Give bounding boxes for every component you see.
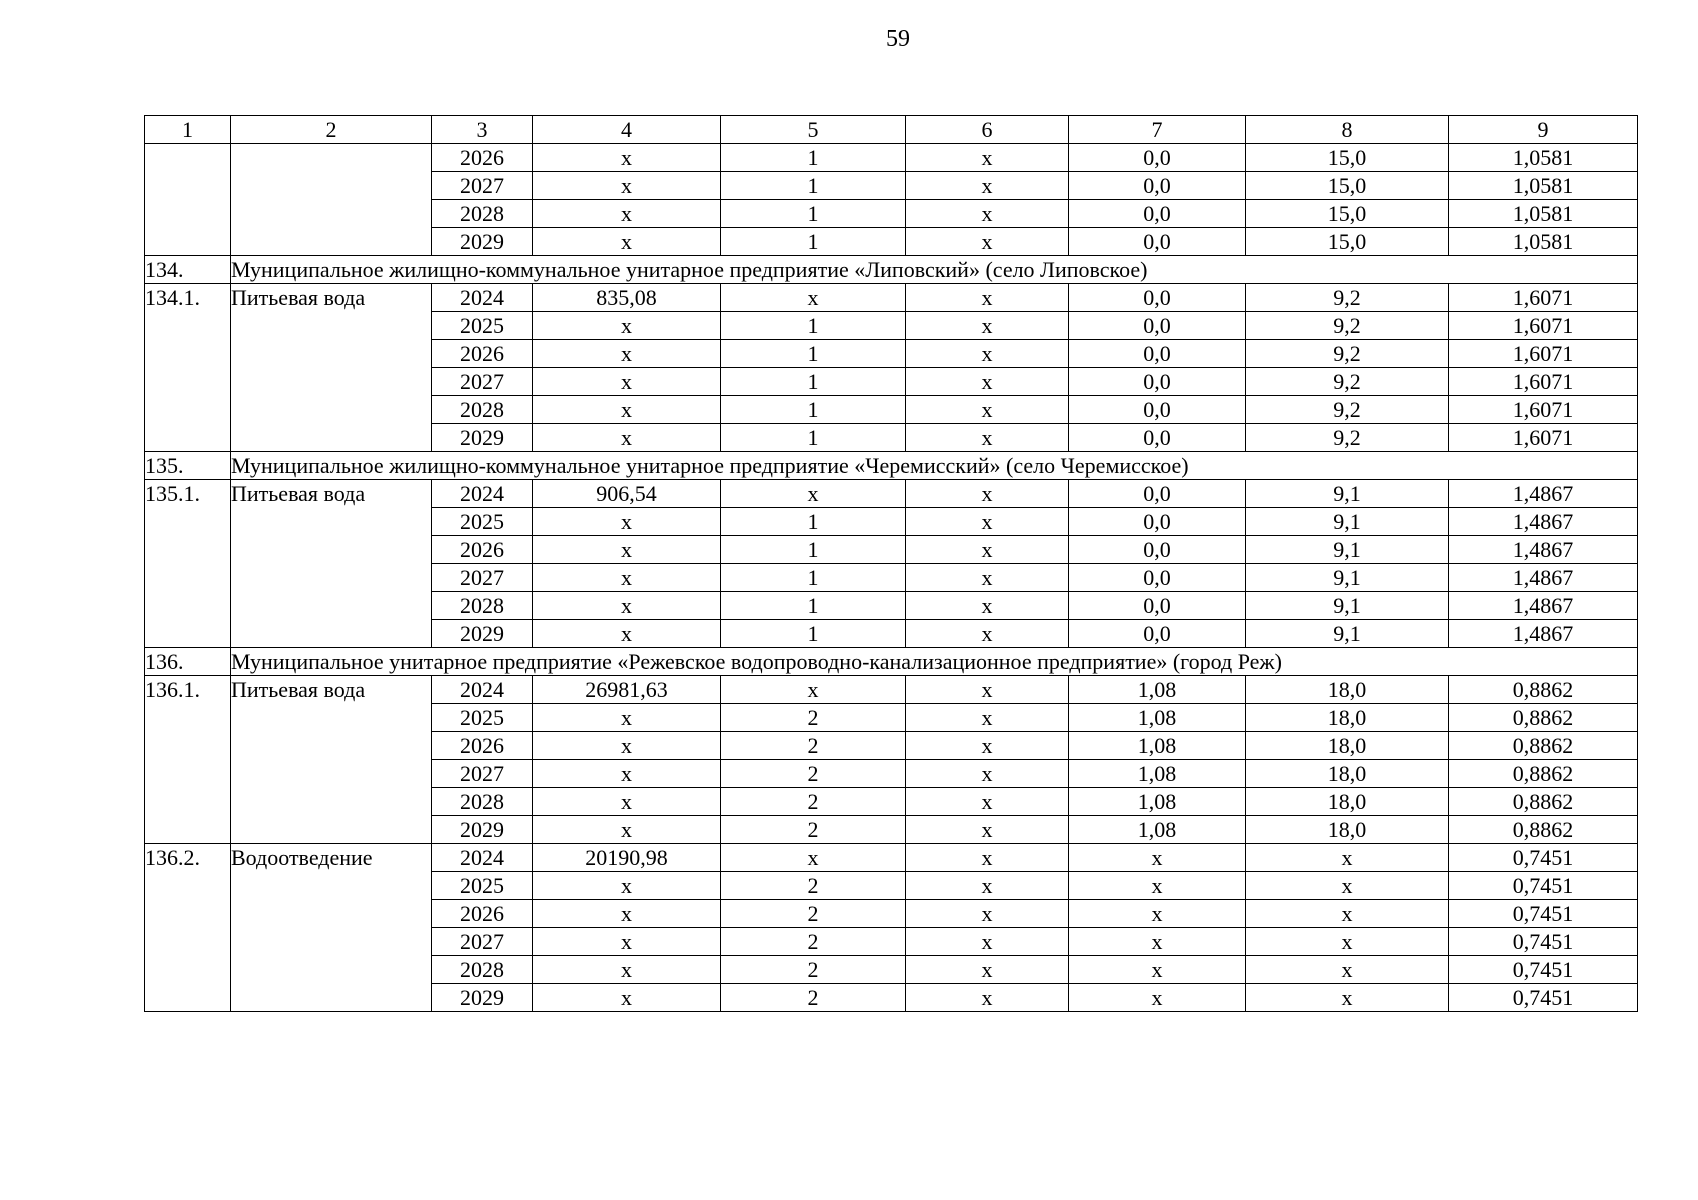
item-number: 136.2. bbox=[145, 844, 231, 1012]
value-cell: 0,7451 bbox=[1449, 928, 1638, 956]
value-cell: x bbox=[1246, 956, 1449, 984]
value-cell: x bbox=[906, 508, 1069, 536]
value-cell: x bbox=[1069, 900, 1246, 928]
value-cell: 1,4867 bbox=[1449, 564, 1638, 592]
value-cell: x bbox=[533, 564, 721, 592]
value-cell: 0,0 bbox=[1069, 284, 1246, 312]
table-row bbox=[145, 676, 1638, 704]
value-cell: 1,4867 bbox=[1449, 536, 1638, 564]
value-cell: 0,8862 bbox=[1449, 760, 1638, 788]
value-cell: 0,0 bbox=[1069, 396, 1246, 424]
value-cell: x bbox=[721, 284, 906, 312]
year-cell: 2028 bbox=[432, 592, 533, 620]
value-cell: 2 bbox=[721, 760, 906, 788]
value-cell: x bbox=[533, 200, 721, 228]
year-cell: 2026 bbox=[432, 900, 533, 928]
value-cell: 0,0 bbox=[1069, 536, 1246, 564]
value-cell: 1,6071 bbox=[1449, 284, 1638, 312]
value-cell: 0,0 bbox=[1069, 368, 1246, 396]
value-cell: x bbox=[533, 788, 721, 816]
value-cell: 20190,98 bbox=[533, 844, 721, 872]
value-cell: 1,08 bbox=[1069, 816, 1246, 844]
value-cell: 1,6071 bbox=[1449, 340, 1638, 368]
value-cell: 1,6071 bbox=[1449, 396, 1638, 424]
value-cell: x bbox=[906, 592, 1069, 620]
value-cell: 18,0 bbox=[1246, 760, 1449, 788]
value-cell: 1 bbox=[721, 172, 906, 200]
year-cell: 2026 bbox=[432, 732, 533, 760]
value-cell: x bbox=[906, 284, 1069, 312]
value-cell: x bbox=[533, 956, 721, 984]
value-cell: 0,0 bbox=[1069, 564, 1246, 592]
value-cell: x bbox=[533, 144, 721, 172]
value-cell: 1 bbox=[721, 536, 906, 564]
year-cell: 2027 bbox=[432, 368, 533, 396]
value-cell: 1,6071 bbox=[1449, 424, 1638, 452]
header-row bbox=[145, 116, 1638, 144]
header-cell: 2 bbox=[231, 116, 432, 144]
value-cell: x bbox=[906, 732, 1069, 760]
value-cell: 1 bbox=[721, 144, 906, 172]
number-cell bbox=[145, 144, 231, 256]
value-cell: x bbox=[906, 480, 1069, 508]
value-cell: 0,0 bbox=[1069, 228, 1246, 256]
value-cell: 9,2 bbox=[1246, 284, 1449, 312]
value-cell: 0,7451 bbox=[1449, 844, 1638, 872]
year-cell: 2029 bbox=[432, 228, 533, 256]
value-cell: 1,4867 bbox=[1449, 480, 1638, 508]
value-cell: 0,8862 bbox=[1449, 732, 1638, 760]
value-cell: x bbox=[533, 172, 721, 200]
value-cell: 18,0 bbox=[1246, 676, 1449, 704]
service-name: Питьевая вода bbox=[231, 676, 432, 844]
value-cell: 2 bbox=[721, 816, 906, 844]
value-cell: 1,08 bbox=[1069, 676, 1246, 704]
value-cell: 18,0 bbox=[1246, 816, 1449, 844]
value-cell: 0,0 bbox=[1069, 424, 1246, 452]
year-cell: 2027 bbox=[432, 564, 533, 592]
value-cell: x bbox=[533, 620, 721, 648]
value-cell: x bbox=[1069, 872, 1246, 900]
value-cell: x bbox=[906, 312, 1069, 340]
value-cell: 9,1 bbox=[1246, 536, 1449, 564]
value-cell: x bbox=[906, 536, 1069, 564]
table-body bbox=[145, 116, 1638, 1012]
value-cell: 0,8862 bbox=[1449, 676, 1638, 704]
value-cell: 1 bbox=[721, 368, 906, 396]
value-cell: x bbox=[1246, 900, 1449, 928]
value-cell: 1 bbox=[721, 564, 906, 592]
value-cell: x bbox=[906, 172, 1069, 200]
value-cell: 9,1 bbox=[1246, 508, 1449, 536]
value-cell: 0,8862 bbox=[1449, 788, 1638, 816]
value-cell: 9,1 bbox=[1246, 564, 1449, 592]
value-cell: x bbox=[906, 900, 1069, 928]
value-cell: 15,0 bbox=[1246, 144, 1449, 172]
value-cell: 1,4867 bbox=[1449, 508, 1638, 536]
value-cell: 1 bbox=[721, 312, 906, 340]
value-cell: 9,2 bbox=[1246, 312, 1449, 340]
year-cell: 2028 bbox=[432, 396, 533, 424]
tariff-table bbox=[144, 115, 1638, 1012]
header-cell: 3 bbox=[432, 116, 533, 144]
value-cell: x bbox=[533, 508, 721, 536]
value-cell: 18,0 bbox=[1246, 704, 1449, 732]
header-cell: 1 bbox=[145, 116, 231, 144]
value-cell: 18,0 bbox=[1246, 788, 1449, 816]
year-cell: 2026 bbox=[432, 144, 533, 172]
header-cell: 4 bbox=[533, 116, 721, 144]
section-number: 136. bbox=[145, 648, 231, 676]
value-cell: x bbox=[533, 424, 721, 452]
value-cell: x bbox=[1246, 928, 1449, 956]
value-cell: 0,7451 bbox=[1449, 900, 1638, 928]
value-cell: 1,0581 bbox=[1449, 200, 1638, 228]
section-header-row bbox=[145, 256, 1638, 284]
service-name: Питьевая вода bbox=[231, 284, 432, 452]
header-cell: 9 bbox=[1449, 116, 1638, 144]
value-cell: x bbox=[1069, 956, 1246, 984]
item-number: 135.1. bbox=[145, 480, 231, 648]
value-cell: x bbox=[533, 732, 721, 760]
year-cell: 2028 bbox=[432, 956, 533, 984]
service-name: Водоотведение bbox=[231, 844, 432, 1012]
year-cell: 2025 bbox=[432, 508, 533, 536]
value-cell: x bbox=[906, 928, 1069, 956]
value-cell: x bbox=[906, 760, 1069, 788]
section-title: Муниципальное унитарное предприятие «Режевское водопроводно-канализационное предприятие» (город Реж) bbox=[231, 648, 1638, 676]
year-cell: 2029 bbox=[432, 816, 533, 844]
value-cell: 1 bbox=[721, 396, 906, 424]
value-cell: x bbox=[533, 928, 721, 956]
page-number: 59 bbox=[886, 26, 910, 52]
value-cell: 9,2 bbox=[1246, 340, 1449, 368]
service-cell bbox=[231, 144, 432, 256]
year-cell: 2027 bbox=[432, 928, 533, 956]
value-cell: 18,0 bbox=[1246, 732, 1449, 760]
year-cell: 2024 bbox=[432, 480, 533, 508]
value-cell: x bbox=[906, 424, 1069, 452]
section-number: 134. bbox=[145, 256, 231, 284]
value-cell: x bbox=[533, 592, 721, 620]
value-cell: x bbox=[533, 984, 721, 1012]
value-cell: 1,08 bbox=[1069, 788, 1246, 816]
value-cell: x bbox=[1069, 928, 1246, 956]
item-number: 136.1. bbox=[145, 676, 231, 844]
value-cell: 0,7451 bbox=[1449, 956, 1638, 984]
item-number: 134.1. bbox=[145, 284, 231, 452]
value-cell: 1,6071 bbox=[1449, 368, 1638, 396]
value-cell: x bbox=[533, 312, 721, 340]
value-cell: 0,7451 bbox=[1449, 984, 1638, 1012]
value-cell: x bbox=[906, 228, 1069, 256]
year-cell: 2029 bbox=[432, 620, 533, 648]
service-name: Питьевая вода bbox=[231, 480, 432, 648]
value-cell: x bbox=[906, 340, 1069, 368]
header-cell: 7 bbox=[1069, 116, 1246, 144]
year-cell: 2024 bbox=[432, 676, 533, 704]
section-number: 135. bbox=[145, 452, 231, 480]
table-row bbox=[145, 480, 1638, 508]
year-cell: 2026 bbox=[432, 340, 533, 368]
year-cell: 2024 bbox=[432, 844, 533, 872]
value-cell: 1,08 bbox=[1069, 732, 1246, 760]
value-cell: 1,08 bbox=[1069, 704, 1246, 732]
value-cell: 1,0581 bbox=[1449, 172, 1638, 200]
year-cell: 2028 bbox=[432, 788, 533, 816]
value-cell: x bbox=[906, 620, 1069, 648]
value-cell: 1,0581 bbox=[1449, 228, 1638, 256]
value-cell: 1,4867 bbox=[1449, 592, 1638, 620]
year-cell: 2027 bbox=[432, 172, 533, 200]
table-row bbox=[145, 144, 1638, 172]
value-cell: 9,1 bbox=[1246, 620, 1449, 648]
value-cell: x bbox=[1246, 984, 1449, 1012]
value-cell: 0,0 bbox=[1069, 144, 1246, 172]
value-cell: x bbox=[721, 844, 906, 872]
value-cell: x bbox=[1069, 984, 1246, 1012]
value-cell: 0,8862 bbox=[1449, 704, 1638, 732]
value-cell: 9,1 bbox=[1246, 480, 1449, 508]
value-cell: x bbox=[906, 704, 1069, 732]
value-cell: 0,0 bbox=[1069, 620, 1246, 648]
value-cell: x bbox=[533, 900, 721, 928]
value-cell: x bbox=[906, 200, 1069, 228]
value-cell: 2 bbox=[721, 956, 906, 984]
value-cell: 2 bbox=[721, 984, 906, 1012]
value-cell: 1 bbox=[721, 592, 906, 620]
value-cell: 15,0 bbox=[1246, 172, 1449, 200]
value-cell: x bbox=[533, 396, 721, 424]
value-cell: x bbox=[906, 368, 1069, 396]
value-cell: 26981,63 bbox=[533, 676, 721, 704]
header-cell: 8 bbox=[1246, 116, 1449, 144]
value-cell: 0,7451 bbox=[1449, 872, 1638, 900]
header-cell: 5 bbox=[721, 116, 906, 144]
year-cell: 2027 bbox=[432, 760, 533, 788]
value-cell: 0,8862 bbox=[1449, 816, 1638, 844]
value-cell: x bbox=[906, 816, 1069, 844]
value-cell: 0,0 bbox=[1069, 340, 1246, 368]
value-cell: x bbox=[721, 480, 906, 508]
value-cell: x bbox=[533, 340, 721, 368]
value-cell: 2 bbox=[721, 872, 906, 900]
year-cell: 2026 bbox=[432, 536, 533, 564]
value-cell: x bbox=[906, 956, 1069, 984]
value-cell: x bbox=[533, 816, 721, 844]
value-cell: 9,2 bbox=[1246, 368, 1449, 396]
value-cell: 0,0 bbox=[1069, 480, 1246, 508]
section-title: Муниципальное жилищно-коммунальное унитарное предприятие «Черемисский» (село Черемисское) bbox=[231, 452, 1638, 480]
table-row bbox=[145, 284, 1638, 312]
value-cell: x bbox=[1246, 872, 1449, 900]
year-cell: 2029 bbox=[432, 984, 533, 1012]
value-cell: 15,0 bbox=[1246, 228, 1449, 256]
value-cell: 906,54 bbox=[533, 480, 721, 508]
value-cell: x bbox=[906, 984, 1069, 1012]
value-cell: 1,6071 bbox=[1449, 312, 1638, 340]
year-cell: 2025 bbox=[432, 704, 533, 732]
value-cell: 1,0581 bbox=[1449, 144, 1638, 172]
value-cell: 15,0 bbox=[1246, 200, 1449, 228]
year-cell: 2029 bbox=[432, 424, 533, 452]
value-cell: x bbox=[906, 788, 1069, 816]
value-cell: 1 bbox=[721, 424, 906, 452]
year-cell: 2025 bbox=[432, 312, 533, 340]
section-header-row bbox=[145, 452, 1638, 480]
value-cell: 9,2 bbox=[1246, 396, 1449, 424]
value-cell: 1 bbox=[721, 340, 906, 368]
value-cell: x bbox=[1246, 844, 1449, 872]
value-cell: x bbox=[906, 676, 1069, 704]
value-cell: x bbox=[1069, 844, 1246, 872]
year-cell: 2025 bbox=[432, 872, 533, 900]
year-cell: 2028 bbox=[432, 200, 533, 228]
value-cell: x bbox=[906, 872, 1069, 900]
value-cell: 0,0 bbox=[1069, 200, 1246, 228]
value-cell: x bbox=[906, 396, 1069, 424]
value-cell: 0,0 bbox=[1069, 508, 1246, 536]
value-cell: x bbox=[721, 676, 906, 704]
value-cell: x bbox=[533, 536, 721, 564]
value-cell: 0,0 bbox=[1069, 312, 1246, 340]
value-cell: x bbox=[906, 564, 1069, 592]
value-cell: 2 bbox=[721, 704, 906, 732]
value-cell: x bbox=[533, 368, 721, 396]
value-cell: 0,0 bbox=[1069, 592, 1246, 620]
value-cell: 2 bbox=[721, 732, 906, 760]
value-cell: 1 bbox=[721, 620, 906, 648]
table-row bbox=[145, 844, 1638, 872]
value-cell: x bbox=[533, 760, 721, 788]
header-cell: 6 bbox=[906, 116, 1069, 144]
value-cell: x bbox=[533, 704, 721, 732]
section-title: Муниципальное жилищно-коммунальное унитарное предприятие «Липовский» (село Липовское) bbox=[231, 256, 1638, 284]
section-header-row bbox=[145, 648, 1638, 676]
value-cell: 1,08 bbox=[1069, 760, 1246, 788]
value-cell: 1 bbox=[721, 200, 906, 228]
value-cell: 2 bbox=[721, 928, 906, 956]
year-cell: 2024 bbox=[432, 284, 533, 312]
value-cell: x bbox=[906, 844, 1069, 872]
value-cell: 9,2 bbox=[1246, 424, 1449, 452]
value-cell: 2 bbox=[721, 900, 906, 928]
value-cell: 2 bbox=[721, 788, 906, 816]
value-cell: x bbox=[533, 228, 721, 256]
value-cell: 1 bbox=[721, 508, 906, 536]
value-cell: 1 bbox=[721, 228, 906, 256]
value-cell: 835,08 bbox=[533, 284, 721, 312]
value-cell: 1,4867 bbox=[1449, 620, 1638, 648]
value-cell: 9,1 bbox=[1246, 592, 1449, 620]
value-cell: 0,0 bbox=[1069, 172, 1246, 200]
value-cell: x bbox=[906, 144, 1069, 172]
value-cell: x bbox=[533, 872, 721, 900]
